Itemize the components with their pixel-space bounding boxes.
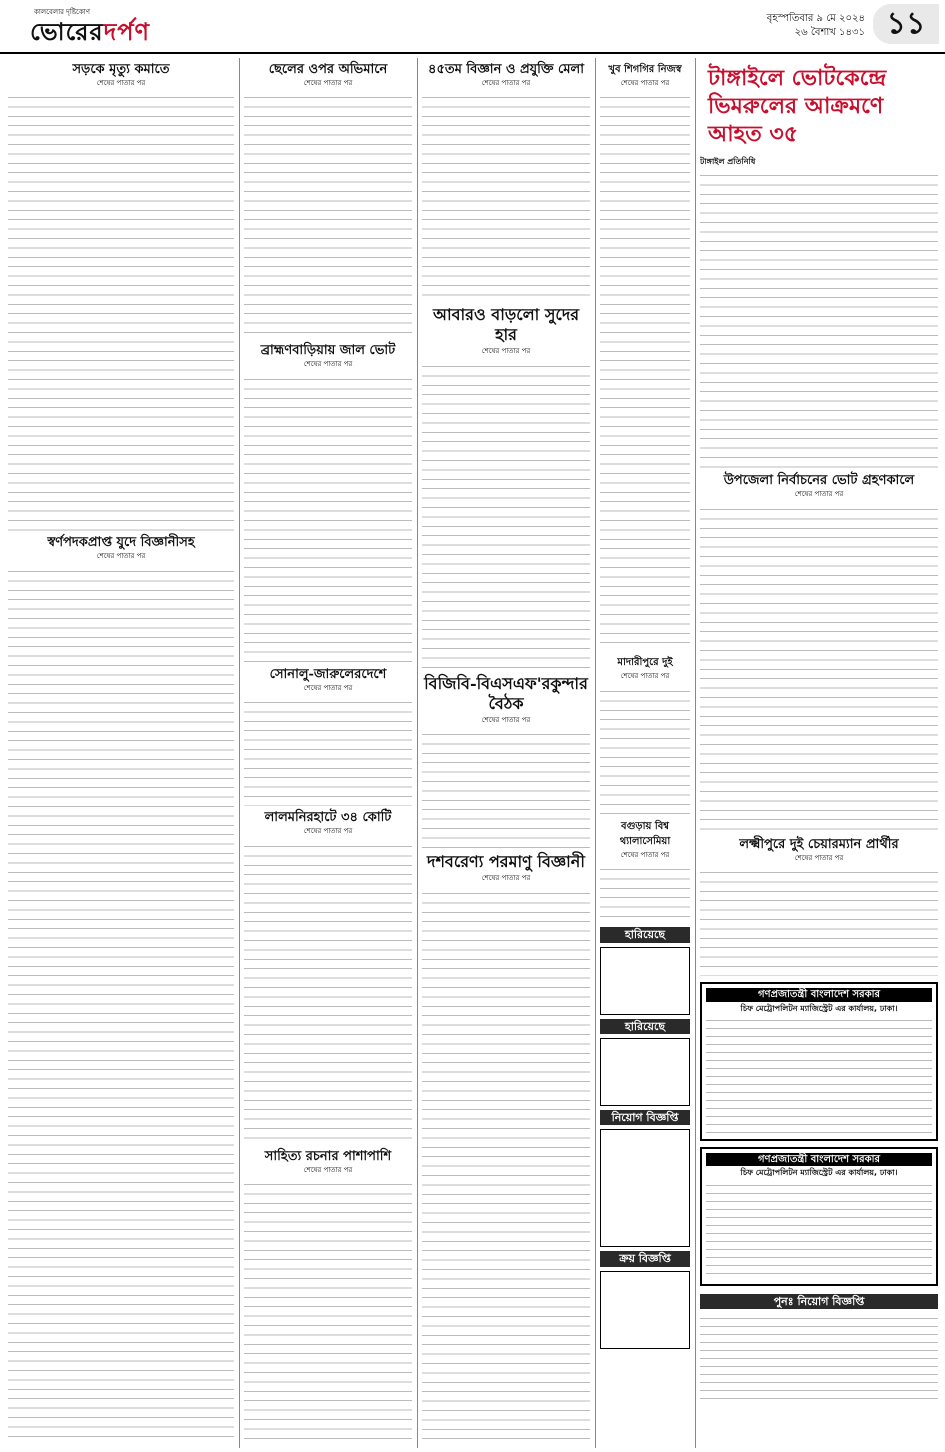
page-number: ১১ xyxy=(873,4,939,44)
article-body-text xyxy=(700,169,938,469)
article-body-text xyxy=(422,887,590,1446)
government-notice xyxy=(700,982,938,1141)
notice-heading: গণপ্রজাতন্ত্রী বাংলাদেশ সরকার xyxy=(706,1153,932,1166)
article-body-text xyxy=(422,360,590,670)
notice-subheading: চিফ মেট্রোপলিটন ম্যাজিস্ট্রেট এর কার্যালয়, ঢাকা। xyxy=(740,1168,898,1178)
article-kicker: শেষের পাতার পর xyxy=(620,672,670,681)
article-kicker: শেষের পাতার পর xyxy=(303,360,353,369)
article-body-text xyxy=(600,863,690,923)
article-headline: সড়কে মৃত্যু কমাতে xyxy=(72,62,170,77)
article-body-text xyxy=(244,1178,412,1446)
article-kicker: শেষের পাতার পর xyxy=(303,1165,353,1174)
article-kicker: শেষের পাতার পর xyxy=(303,827,353,836)
article-body-text xyxy=(244,91,412,339)
column-divider xyxy=(417,58,418,1448)
article-headline: লক্ষ্মীপুরে দুই চেয়ারম্যান প্রার্থীর xyxy=(739,836,899,852)
dateline xyxy=(767,12,865,40)
article-kicker: শেষের পাতার পর xyxy=(620,79,670,87)
notice-body xyxy=(706,1180,932,1280)
classified-ad xyxy=(600,947,690,1015)
article-body-text xyxy=(422,91,590,301)
notice-heading: গণপ্রজাতন্ত্রী বাংলাদেশ সরকার xyxy=(706,988,932,1001)
brand-logo xyxy=(30,14,150,54)
article-headline: ছেলের ওপর অভিমানে xyxy=(268,62,388,77)
masthead xyxy=(0,0,945,54)
article-headline: ব্রাহ্মণবাড়িয়ায় জাল ভোট xyxy=(260,343,396,359)
article-headline: সোনালু-জারুলেরদেশে xyxy=(269,666,387,682)
notice-subheading: চিফ মেট্রোপলিটন ম্যাজিস্ট্রেট এর কার্যালয়, ঢাকা। xyxy=(740,1003,898,1013)
classified-ad xyxy=(600,1271,690,1349)
notice-body xyxy=(706,1015,932,1135)
classified-ad xyxy=(700,1313,938,1403)
brand-tagline: কালবেলার দৃষ্টিকোণ xyxy=(34,8,91,16)
article-kicker: শেষের পাতার পর xyxy=(481,79,531,87)
article-headline: লালমনিরহাটে ৩৪ কোটি xyxy=(264,810,392,826)
column-4 xyxy=(600,58,690,1446)
government-notice xyxy=(700,1147,938,1286)
article-headline: মাদারীপুরে দুই xyxy=(617,657,673,669)
article-headline: সাহিত্য রচনার পাশাপাশি xyxy=(264,1148,392,1164)
column-1 xyxy=(8,58,234,1446)
article-body-text xyxy=(700,866,938,976)
classified-ad-title: হারিয়েছে xyxy=(600,927,690,942)
article-kicker: শেষের পাতার পর xyxy=(303,683,353,692)
article-kicker: শেষের পাতার পর xyxy=(96,552,146,561)
article-body-text xyxy=(700,503,938,833)
classified-ad-title: হারিয়েছে xyxy=(600,1019,690,1034)
column-divider xyxy=(695,58,696,1448)
article-kicker: শেষের পাতার পর xyxy=(794,853,844,862)
classified-ad-title: নিয়োগ বিজ্ঞপ্তি xyxy=(600,1110,690,1125)
article-headline: দশবরেণ্য পরমাণু বিজ্ঞানী xyxy=(427,852,585,872)
article-kicker: শেষের পাতার পর xyxy=(620,850,670,859)
article-kicker: শেষের পাতার পর xyxy=(481,347,531,356)
article-body-text xyxy=(8,565,234,1445)
article-body-text xyxy=(244,373,412,663)
article-headline: খুব শিগগির নিজস্ব xyxy=(608,64,682,75)
date-gregorian: বৃহস্পতিবার ৯ মে ২০২৪ xyxy=(766,13,865,24)
article-headline: বগুড়ায় বিশ্ব থ্যালাসেমিয়া xyxy=(619,820,671,847)
article-kicker: শেষের পাতার পর xyxy=(481,715,531,724)
column-divider xyxy=(239,58,240,1448)
article-body-text xyxy=(244,840,412,1145)
article-headline: ৪৫তম বিজ্ঞান ও প্রযুক্তি মেলা xyxy=(428,62,584,77)
article-headline: উপজেলা নির্বাচনের ভোট গ্রহণকালে xyxy=(723,473,915,489)
article-headline: আবারও বাড়লো সুদের হার xyxy=(432,305,580,345)
article-kicker: শেষের পাতার পর xyxy=(96,79,146,87)
article-body-text xyxy=(244,696,412,806)
article-byline: টাঙ্গাইল প্রতিনিধি xyxy=(700,157,756,166)
classified-ad-title: পুনঃ নিয়োগ বিজ্ঞপ্তি xyxy=(700,1294,938,1309)
column-5 xyxy=(700,58,938,1446)
article-headline: বিজিবি-বিএসএফ'রকুন্দার বৈঠক xyxy=(424,673,588,713)
article-body-text xyxy=(422,728,590,848)
article-body-text xyxy=(600,685,690,815)
article-kicker: শেষের পাতার পর xyxy=(481,874,531,883)
article-body-text xyxy=(8,91,234,531)
lead-headline: টাঙ্গাইলে ভোটকেন্দ্রে ভিমরুলের আক্রমণে আহত ৩৫ xyxy=(708,65,887,147)
column-2 xyxy=(244,58,412,1446)
classified-ad xyxy=(600,1129,690,1247)
column-divider xyxy=(595,58,596,1448)
article-kicker: শেষের পাতার পর xyxy=(794,490,844,499)
brand-part2: দর্পণ xyxy=(103,17,151,46)
date-bangla: ২৬ বৈশাখ ১৪৩১ xyxy=(794,27,865,38)
classified-ad xyxy=(600,1038,690,1106)
article-headline: স্বর্ণপদকপ্রাপ্ত যুদে বিজ্ঞানীসহ xyxy=(47,535,195,551)
article-kicker: শেষের পাতার পর xyxy=(303,79,353,87)
brand-part1: ভোরের xyxy=(30,17,104,46)
classified-ad-title: ক্রয় বিজ্ঞপ্তি xyxy=(600,1251,690,1266)
column-3 xyxy=(422,58,590,1446)
article-body-text xyxy=(600,91,690,651)
